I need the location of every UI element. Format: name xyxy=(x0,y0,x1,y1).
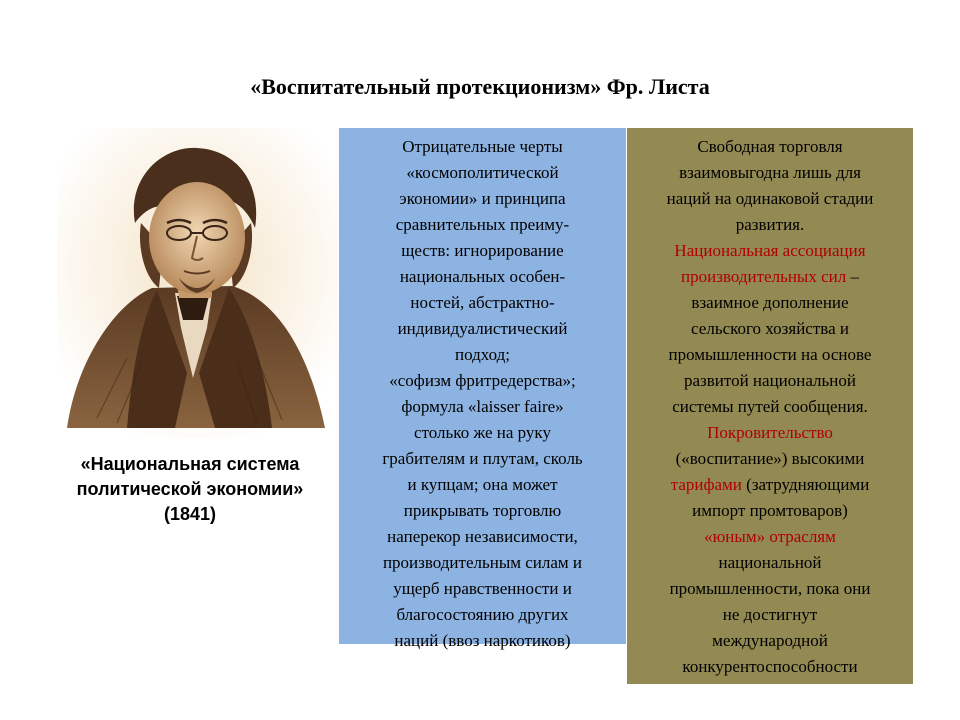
panel-line: ностей, абстрактно- xyxy=(410,293,555,312)
panel-text: – xyxy=(846,267,859,286)
portrait-image xyxy=(57,128,337,438)
panel-line: ществ: игнорирование xyxy=(401,241,564,260)
slide-title: «Воспитательный протекционизм» Фр. Листа xyxy=(250,74,710,99)
panel-line: наций (ввоз наркотиков) xyxy=(394,631,571,650)
panel-line: Свободная торговля xyxy=(697,137,843,156)
panel-line: взаимное дополнение xyxy=(691,293,849,312)
panel-line: благосостоянию других xyxy=(396,605,569,624)
highlight-text: тарифами xyxy=(670,475,742,494)
highlight-line: Национальная ассоциация xyxy=(674,241,866,260)
panel-line: формула «laisser faire» xyxy=(401,397,564,416)
highlight-line: «юным» отраслям xyxy=(704,527,836,546)
panel-line: («воспитание») высокими xyxy=(675,449,865,468)
book-caption xyxy=(40,452,340,527)
panel-line: сравнительных преиму- xyxy=(395,215,570,234)
caption-line: (1841) xyxy=(163,504,217,524)
panel-line: Отрицательные черты xyxy=(402,137,563,156)
panel-line: «софизм фритредерства»; xyxy=(389,371,576,390)
panel-line: конкурентоспособности xyxy=(682,657,858,676)
panel-line: наций на одинаковой стадии xyxy=(666,189,874,208)
highlight-text: производительных сил xyxy=(681,267,847,286)
panel-line: сельского хозяйства и xyxy=(691,319,849,338)
panel-line: производительным силам и xyxy=(382,553,583,572)
panel-line: «космополитической xyxy=(406,163,559,182)
panel-line: экономии» и принципа xyxy=(399,189,566,208)
panel-line: развитой национальной xyxy=(683,371,856,390)
panel-line: национальных особен- xyxy=(399,267,566,286)
negative-traits-panel xyxy=(339,128,626,650)
panel-line: национальной xyxy=(718,553,822,572)
protectionism-panel xyxy=(627,128,913,684)
panel-line: международной xyxy=(712,631,828,650)
panel-line: системы путей сообщения. xyxy=(672,397,868,416)
panel-line xyxy=(627,472,913,498)
panel-line: и купцам; она может xyxy=(407,475,558,494)
caption-line: «Национальная система xyxy=(80,454,300,474)
panel-line: промышленности, пока они xyxy=(669,579,871,598)
panel-line: промышленности на основе xyxy=(668,345,872,364)
panel-line: ущерб нравственности и xyxy=(393,579,572,598)
panel-line: индивидуалистический xyxy=(397,319,568,338)
panel-line xyxy=(627,264,913,290)
panel-line: импорт промтоваров) xyxy=(692,501,848,520)
panel-line: наперекор независимости, xyxy=(387,527,578,546)
panel-line: взаимовыгодна лишь для xyxy=(679,163,861,182)
panel-line: грабителям и плутам, сколь xyxy=(382,449,583,468)
panel-line: столько же на руку xyxy=(414,423,551,442)
highlight-line: Покровительство xyxy=(707,423,833,442)
caption-line: политической экономии» xyxy=(76,479,304,499)
panel-line: развития. xyxy=(735,215,805,234)
panel-line: не достигнут xyxy=(722,605,818,624)
panel-line: подход; xyxy=(455,345,510,364)
panel-text: (затрудняющими xyxy=(741,475,870,494)
panel-line: прикрывать торговлю xyxy=(403,501,562,520)
